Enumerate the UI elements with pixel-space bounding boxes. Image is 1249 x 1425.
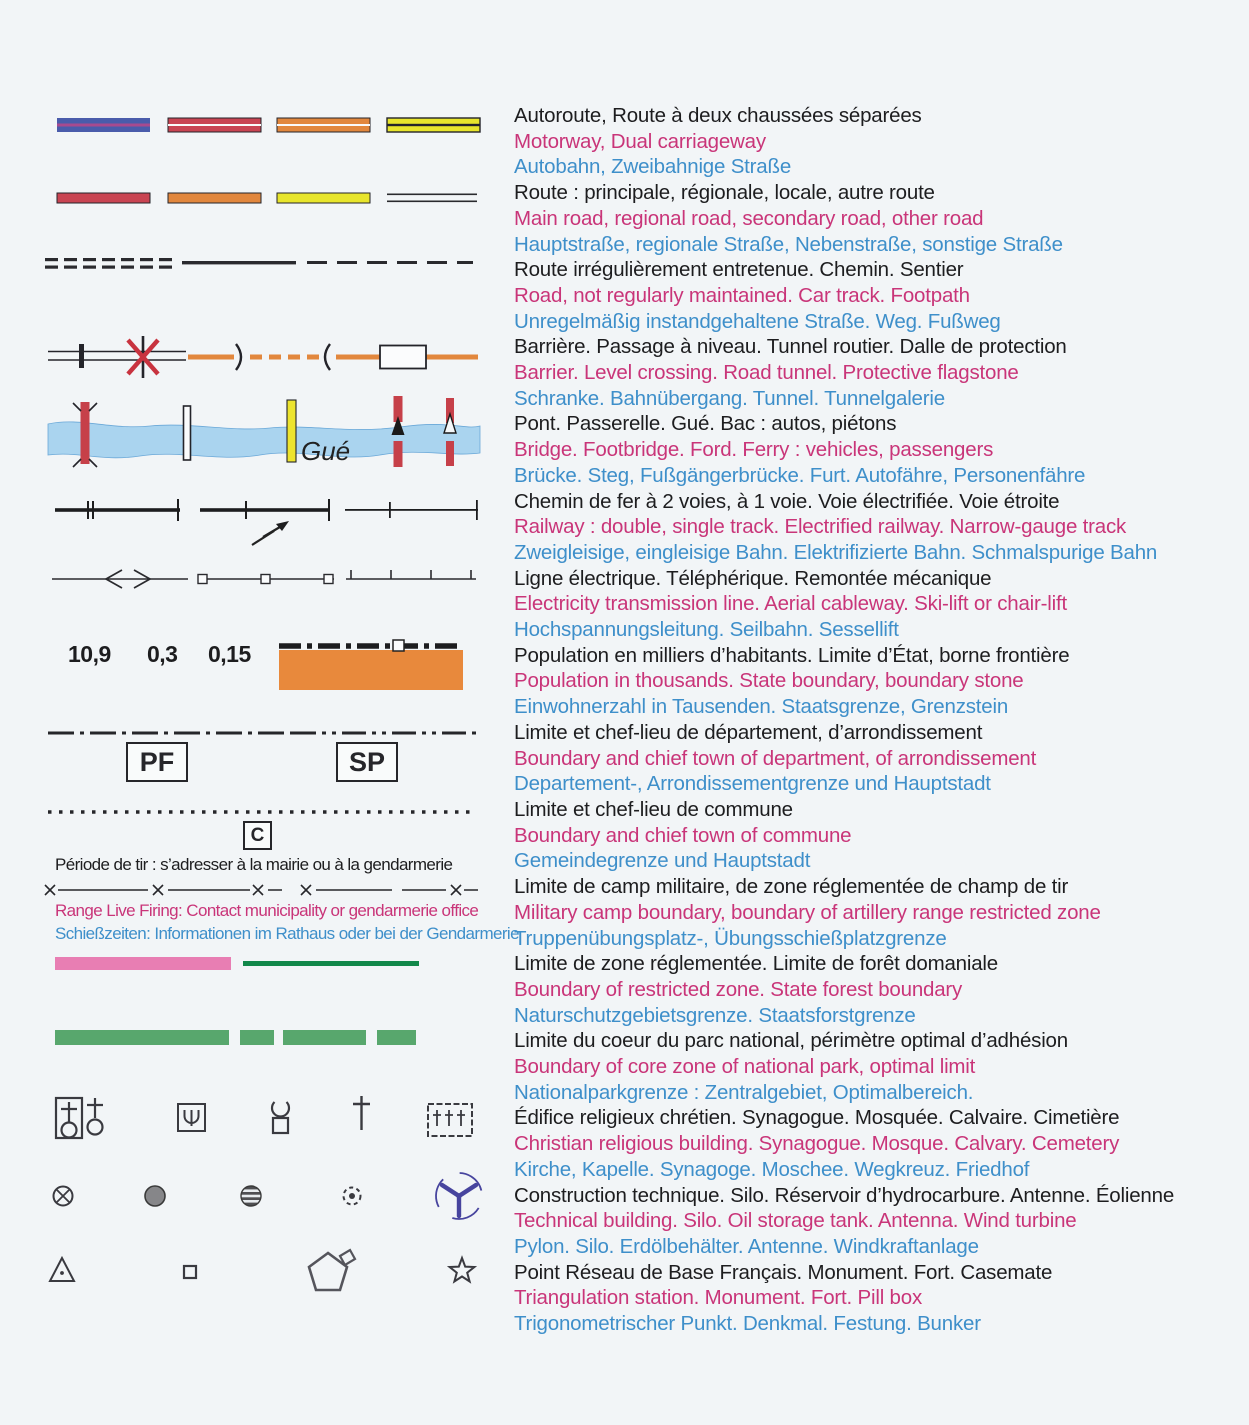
label-fr: Limite de zone réglementée. Limite de forêt domaniale [514, 952, 998, 976]
label-fr: Pont. Passerelle. Gué. Bac : autos, piétons [514, 412, 897, 436]
label-de: Nationalparkgrenze : Zentralgebiet, Optimalbereich. [514, 1080, 974, 1104]
legend-entry-roads [514, 180, 1246, 257]
mosque-icon [272, 1102, 289, 1133]
legend-entry-national-park [514, 1028, 1246, 1105]
label-de: Hochspannungsleitung. Seilbahn. Sessellift [514, 618, 899, 642]
label-de: Pylon. Silo. Erdölbehälter. Antenne. Windkraftanlage [514, 1234, 979, 1258]
label-fr: Route irrégulièrement entretenue. Chemin. Sentier [514, 258, 964, 282]
motorway-symbol [57, 118, 480, 132]
legend-entry-religious [514, 1105, 1246, 1182]
military-boundary-symbol [45, 885, 478, 895]
legend-entry-barrier-tunnel [514, 334, 1246, 411]
label-en: Electricity transmission line. Aerial cableway. Ski-lift or chair-lift [514, 592, 1067, 616]
legend-symbols [0, 0, 500, 1425]
protective-flagstone-symbol [380, 346, 426, 369]
label-fr: Chemin de fer à 2 voies, à 1 voie. Voie électrifiée. Voie étroite [514, 489, 1060, 513]
park-core-band [55, 1030, 416, 1045]
barrier-symbol [48, 336, 186, 378]
triangulation-icon [50, 1258, 74, 1281]
silo-icon [145, 1186, 165, 1206]
military-note-de: Schießzeiten: Informationen im Rathaus oder bei der Gendarmerie [55, 924, 519, 943]
pylon-icon [54, 1187, 73, 1206]
ford-icon [287, 400, 296, 462]
label-fr: Construction technique. Silo. Réservoir d’hydrocarbure. Antenne. Éolienne [514, 1183, 1175, 1207]
legend-entry-points [514, 1260, 1246, 1337]
label-en: Barrier. Level crossing. Road tunnel. Protective flagstone [514, 361, 1019, 385]
calvary-cross-icon [353, 1096, 370, 1130]
label-en: Boundary of core zone of national park, optimal limit [514, 1055, 976, 1079]
railway-double-symbol [55, 499, 180, 521]
label-en: Population in thousands. State boundary, boundary stone [514, 669, 1024, 693]
restricted-zone-band [55, 957, 231, 970]
wind-turbine-icon [427, 1164, 490, 1227]
label-de: Schranke. Bahnübergang. Tunnel. Tunnelgalerie [514, 386, 945, 410]
legend-entry-restricted-forest [514, 951, 1246, 1028]
unmaintained-road-symbol [45, 258, 473, 269]
label-de: Zweigleisige, eingleisige Bahn. Elektrifizierte Bahn. Schmalspurige Bahn [514, 540, 1158, 564]
label-fr: Autoroute, Route à deux chaussées séparées [514, 104, 922, 127]
label-de: Trigonometrischer Punkt. Denkmal. Festung. Bunker [514, 1312, 981, 1336]
park-optimal-band [240, 1030, 416, 1045]
label-de: Brücke. Steg, Fußgängerbrücke. Furt. Autofähre, Personenfähre [514, 463, 1086, 487]
oil-tank-icon [239, 1186, 263, 1206]
label-fr: Population en milliers d’habitants. Limite d’État, borne frontière [514, 643, 1070, 667]
label-de: Kirche, Kapelle. Synagoge. Moschee. Wegkreuz. Friedhof [514, 1157, 1030, 1181]
population-value: 0,3 [147, 641, 178, 667]
footpath-symbol [307, 261, 473, 264]
population-value: 10,9 [68, 641, 111, 667]
narrow-gauge-symbol [345, 500, 478, 520]
label-fr: Barrière. Passage à niveau. Tunnel routier. Dalle de protection [514, 335, 1067, 359]
legend-entry-technical [514, 1183, 1246, 1260]
legend-entry-military-boundary [514, 874, 1246, 951]
main-road-symbol [57, 193, 477, 203]
label-en: Military camp boundary, boundary of artillery range restricted zone [514, 900, 1101, 924]
label-en: Triangulation station. Monument. Fort. Pill box [514, 1286, 923, 1310]
label-de: Einwohnerzahl in Tausenden. Staatsgrenze, Grenzstein [514, 695, 1009, 719]
subprefecture-box: SP [336, 742, 398, 782]
river-band [48, 396, 480, 467]
fort-icon [309, 1250, 355, 1290]
pillbox-star-icon [450, 1258, 475, 1282]
label-fr: Limite et chef-lieu de département, d’arrondissement [514, 720, 983, 744]
label-en: Bridge. Footbridge. Ford. Ferry : vehicles, passengers [514, 438, 994, 462]
footbridge-icon [184, 406, 191, 460]
commune-box: C [243, 821, 272, 850]
label-de: Departement-, Arrondissementgrenze und Hauptstadt [514, 772, 991, 796]
legend-entry-department-boundary [514, 720, 1246, 797]
road-tunnel-symbol [188, 344, 478, 370]
label-en: Road, not regularly maintained. Car track. Footpath [514, 283, 970, 307]
state-forest-line [243, 961, 419, 966]
state-boundary-symbol [279, 640, 463, 690]
label-de: Truppenübungsplatz-, Übungsschießplatzgrenze [514, 926, 947, 950]
label-fr: Ligne électrique. Téléphérique. Remontée mécanique [514, 566, 992, 590]
boundary-stone-icon [393, 640, 404, 651]
antenna-icon [344, 1188, 361, 1205]
legend-entry-bridges-ferries [514, 411, 1246, 488]
label-en: Railway : double, single track. Electrified railway. Narrow-gauge track [514, 515, 1127, 539]
legend-text-column [514, 103, 1246, 1337]
label-fr: Limite et chef-lieu de commune [514, 797, 793, 821]
label-fr: Route : principale, régionale, locale, autre route [514, 181, 935, 205]
car-track-symbol [182, 261, 296, 264]
cemetery-icon [428, 1104, 472, 1136]
label-en: Boundary and chief town of department, of arrondissement [514, 746, 1037, 770]
label-de: Unregelmäßig instandgehaltene Straße. Weg. Fußweg [514, 309, 1001, 333]
chapel-icon [87, 1098, 103, 1135]
aerial-cableway-symbol [198, 575, 334, 584]
church-icon [56, 1098, 82, 1138]
synagogue-icon [178, 1104, 205, 1131]
label-de: Autobahn, Zweibahnige Straße [514, 155, 792, 179]
label-en: Technical building. Silo. Oil storage tank. Antenna. Wind turbine [514, 1209, 1077, 1233]
ferry-passengers-icon [444, 398, 456, 466]
legend-entry-motorway [514, 103, 1246, 180]
label-en: Main road, regional road, secondary road, other road [514, 206, 984, 230]
monument-icon [184, 1266, 196, 1278]
population-value: 0,15 [208, 641, 251, 667]
label-fr: Limite de camp militaire, de zone réglementée de champ de tir [514, 875, 1069, 899]
legend-entry-railways [514, 489, 1246, 566]
label-de: Gemeindegrenze und Hauptstadt [514, 849, 811, 873]
label-de: Naturschutzgebietsgrenze. Staatsforstgrenze [514, 1003, 916, 1027]
legend-entry-state-boundary [514, 643, 1246, 720]
power-line-symbol [52, 570, 188, 588]
label-fr: Limite du coeur du parc national, périmètre optimal d’adhésion [514, 1029, 1068, 1053]
ferry-vehicles-icon [392, 396, 405, 467]
label-de: Hauptstraße, regionale Straße, Nebenstraße, sonstige Straße [514, 232, 1063, 256]
ford-label: Gué [301, 436, 351, 466]
label-fr: Édifice religieux chrétien. Synagogue. Mosquée. Calvaire. Cimetière [514, 1106, 1120, 1130]
label-en: Boundary of restricted zone. State forest boundary [514, 977, 963, 1001]
label-en: Motorway, Dual carriageway [514, 129, 766, 153]
railway-single-electrified-symbol [200, 499, 330, 545]
label-en: Christian religious building. Synagogue. Mosque. Calvary. Cemetery [514, 1132, 1120, 1156]
label-en: Boundary and chief town of commune [514, 823, 852, 847]
ski-lift-symbol [346, 570, 476, 579]
legend-entry-commune-boundary [514, 797, 1246, 874]
legend-entry-tracks [514, 257, 1246, 334]
prefecture-box: PF [126, 742, 188, 782]
label-fr: Point Réseau de Base Français. Monument. Fort. Casemate [514, 1260, 1053, 1284]
military-note-fr: Période de tir : s’adresser à la mairie ou à la gendarmerie [55, 855, 453, 874]
legend-entry-lines-lifts [514, 566, 1246, 643]
military-note-en: Range Live Firing: Contact municipality or gendarmerie office [55, 901, 479, 920]
